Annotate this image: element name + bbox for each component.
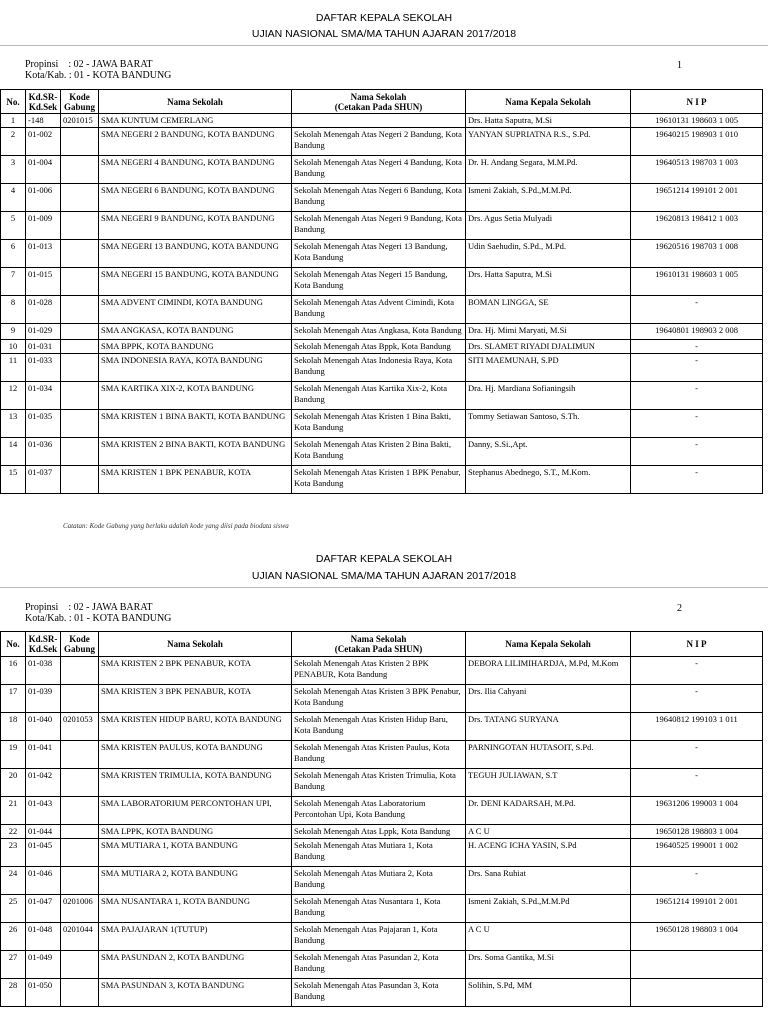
cell-kd-sek: 01-049	[26, 951, 61, 979]
table-row	[1, 895, 763, 923]
table-row	[1, 382, 763, 410]
cell-row-number: 20	[1, 769, 26, 797]
cell-nama-sekolah: SMA PAJAJARAN 1(TUTUP)	[99, 923, 292, 951]
cell-kode-gabung	[61, 156, 99, 184]
header-kd-sek: Kd.SR-Kd.Sek	[26, 632, 61, 657]
principal-table-page-1	[0, 89, 763, 494]
header-nama-sekolah: Nama Sekolah	[99, 90, 292, 114]
header-no: No.	[1, 90, 26, 114]
page-number: 1	[677, 60, 682, 71]
cell-nama-cetakan: Sekolah Menengah Atas Bppk, Kota Bandung	[292, 340, 466, 354]
cell-kepala-sekolah: YANYAN SUPRIATNA R.S., S.Pd.	[466, 128, 631, 156]
cell-nip: 19640215 198903 1 010	[631, 128, 763, 156]
table-row	[1, 240, 763, 268]
document-subtitle-page-2: UJIAN NASIONAL SMA/MA TAHUN AJARAN 2017/2018	[251, 570, 517, 582]
divider	[0, 45, 768, 46]
cell-row-number: 1	[1, 114, 26, 128]
cell-kepala-sekolah: Drs. Soma Gantika, M.Si	[466, 951, 631, 979]
cell-kode-gabung	[61, 382, 99, 410]
cell-kode-gabung: 0201015	[61, 114, 99, 128]
cell-kode-gabung	[61, 212, 99, 240]
document-subtitle: UJIAN NASIONAL SMA/MA TAHUN AJARAN 2017/2018	[251, 28, 517, 40]
cell-nip: -	[631, 466, 763, 494]
cell-nip: -	[631, 438, 763, 466]
cell-nama-sekolah: SMA BPPK, KOTA BANDUNG	[99, 340, 292, 354]
header-kd-sek: Kd.SR-Kd.Sek	[26, 90, 61, 114]
table-row	[1, 839, 763, 867]
cell-kd-sek: 01-041	[26, 741, 61, 769]
cell-row-number: 14	[1, 438, 26, 466]
cell-kd-sek: 01-047	[26, 895, 61, 923]
cell-nip: 19640513 198703 1 003	[631, 156, 763, 184]
cell-nama-cetakan: Sekolah Menengah Atas Kristen Hidup Baru, Kota Bandung	[292, 713, 466, 741]
cell-nama-sekolah: SMA KRISTEN 1 BINA BAKTI, KOTA BANDUNG	[99, 410, 292, 438]
cell-nama-cetakan: Sekolah Menengah Atas Pajajaran 1, Kota Bandung	[292, 923, 466, 951]
cell-nama-cetakan: Sekolah Menengah Atas Laboratorium Percontohan Upi, Kota Bandung	[292, 797, 466, 825]
cell-kode-gabung	[61, 296, 99, 324]
table-row	[1, 438, 763, 466]
cell-kode-gabung	[61, 867, 99, 895]
cell-kd-sek: 01-036	[26, 438, 61, 466]
cell-kepala-sekolah: H. ACENG ICHA YASIN, S.Pd	[466, 839, 631, 867]
cell-nama-sekolah: SMA LABORATORIUM PERCONTOHAN UPI,	[99, 797, 292, 825]
cell-nama-cetakan: Sekolah Menengah Atas Angkasa, Kota Bandung	[292, 324, 466, 340]
cell-nama-sekolah: SMA PASUNDAN 2, KOTA BANDUNG	[99, 951, 292, 979]
cell-kd-sek: 01-037	[26, 466, 61, 494]
cell-row-number: 19	[1, 741, 26, 769]
cell-kepala-sekolah: Dra. Hj. Mimi Maryati, M.Si	[466, 324, 631, 340]
cell-nama-sekolah: SMA KRISTEN 3 BPK PENABUR, KOTA	[99, 685, 292, 713]
cell-nama-cetakan: Sekolah Menengah Atas Mutiara 1, Kota Bandung	[292, 839, 466, 867]
cell-nama-cetakan: Sekolah Menengah Atas Negeri 15 Bandung, Kota Bandung	[292, 268, 466, 296]
cell-nama-cetakan: Sekolah Menengah Atas Indonesia Raya, Kota Bandung	[292, 354, 466, 382]
cell-kd-sek: 01-044	[26, 825, 61, 839]
table-row	[1, 410, 763, 438]
cell-nip: 19620516 198703 1 008	[631, 240, 763, 268]
header-kepala-sekolah: Nama Kepala Sekolah	[466, 632, 631, 657]
cell-nama-cetakan: Sekolah Menengah Atas Advent Cimindi, Kota Bandung	[292, 296, 466, 324]
cell-kode-gabung	[61, 797, 99, 825]
cell-nama-cetakan: Sekolah Menengah Atas Kristen 1 BPK Penabur, Kota Bandung	[292, 466, 466, 494]
cell-kd-sek: 01-034	[26, 382, 61, 410]
cell-kepala-sekolah: Dra. Hj. Mardiana Sofianingsih	[466, 382, 631, 410]
cell-nip: -	[631, 340, 763, 354]
header-no: No.	[1, 632, 26, 657]
table-row	[1, 657, 763, 685]
cell-kd-sek: 01-038	[26, 657, 61, 685]
cell-row-number: 18	[1, 713, 26, 741]
cell-kode-gabung	[61, 128, 99, 156]
cell-row-number: 2	[1, 128, 26, 156]
cell-nama-cetakan: Sekolah Menengah Atas Kristen 2 Bina Bakti, Kota Bandung	[292, 438, 466, 466]
cell-nama-sekolah: SMA ADVENT CIMINDI, KOTA BANDUNG	[99, 296, 292, 324]
cell-nip: 19610131 198603 1 005	[631, 268, 763, 296]
cell-row-number: 12	[1, 382, 26, 410]
cell-kode-gabung	[61, 268, 99, 296]
cell-kode-gabung: 0201053	[61, 713, 99, 741]
cell-nama-sekolah: SMA INDONESIA RAYA, KOTA BANDUNG	[99, 354, 292, 382]
cell-kd-sek: -148	[26, 114, 61, 128]
cell-nama-sekolah: SMA NEGERI 15 BANDUNG, KOTA BANDUNG	[99, 268, 292, 296]
cell-row-number: 15	[1, 466, 26, 494]
table-row	[1, 685, 763, 713]
cell-row-number: 3	[1, 156, 26, 184]
table-row	[1, 979, 763, 1007]
principal-table-page-2	[0, 631, 763, 1007]
cell-nip: -	[631, 296, 763, 324]
cell-kd-sek: 01-004	[26, 156, 61, 184]
cell-kode-gabung	[61, 839, 99, 867]
cell-nama-sekolah: SMA NUSANTARA 1, KOTA BANDUNG	[99, 895, 292, 923]
cell-nip: -	[631, 382, 763, 410]
cell-kode-gabung	[61, 466, 99, 494]
cell-row-number: 7	[1, 268, 26, 296]
cell-kd-sek: 01-031	[26, 340, 61, 354]
table-row	[1, 867, 763, 895]
cell-row-number: 5	[1, 212, 26, 240]
cell-kepala-sekolah: Drs. Sana Ruhiat	[466, 867, 631, 895]
cell-nama-cetakan: Sekolah Menengah Atas Kartika Xix-2, Kota Bandung	[292, 382, 466, 410]
cell-kepala-sekolah: A C U	[466, 825, 631, 839]
cell-kepala-sekolah: Tommy Setiawan Santoso, S.Th.	[466, 410, 631, 438]
cell-kd-sek: 01-029	[26, 324, 61, 340]
cell-nip: 19651214 199101 2 001	[631, 895, 763, 923]
cell-nip: 19620813 198412 1 003	[631, 212, 763, 240]
cell-nama-cetakan: Sekolah Menengah Atas Kristen 2 BPK PENABUR, Kota Bandung	[292, 657, 466, 685]
header-nama-cetakan-line2: (Cetakan Pada SHUN)	[334, 644, 423, 654]
cell-kode-gabung	[61, 438, 99, 466]
cell-kepala-sekolah: Ismeni Zakiah, S.Pd.,M.M.Pd.	[466, 184, 631, 212]
cell-nama-cetakan: Sekolah Menengah Atas Negeri 4 Bandung, Kota Bandung	[292, 156, 466, 184]
cell-nama-sekolah: SMA KRISTEN 2 BINA BAKTI, KOTA BANDUNG	[99, 438, 292, 466]
cell-row-number: 21	[1, 797, 26, 825]
cell-row-number: 23	[1, 839, 26, 867]
cell-nama-sekolah: SMA MUTIARA 2, KOTA BANDUNG	[99, 867, 292, 895]
cell-nama-cetakan: Sekolah Menengah Atas Lppk, Kota Bandung	[292, 825, 466, 839]
table-row	[1, 340, 763, 354]
cell-kd-sek: 01-042	[26, 769, 61, 797]
table-row	[1, 797, 763, 825]
cell-kode-gabung	[61, 340, 99, 354]
table-row	[1, 324, 763, 340]
cell-nama-cetakan: Sekolah Menengah Atas Nusantara 1, Kota Bandung	[292, 895, 466, 923]
cell-kd-sek: 01-043	[26, 797, 61, 825]
cell-kepala-sekolah: PARNINGOTAN HUTASOIT, S.Pd.	[466, 741, 631, 769]
cell-nip	[631, 951, 763, 979]
cell-row-number: 22	[1, 825, 26, 839]
cell-kd-sek: 01-009	[26, 212, 61, 240]
table-row	[1, 114, 763, 128]
header-nip: N I P	[631, 90, 763, 114]
cell-nip: 19650128 198803 1 004	[631, 923, 763, 951]
cell-kode-gabung	[61, 410, 99, 438]
cell-kd-sek: 01-002	[26, 128, 61, 156]
cell-nama-sekolah: SMA NEGERI 13 BANDUNG, KOTA BANDUNG	[99, 240, 292, 268]
cell-nip	[631, 979, 763, 1007]
table-row	[1, 825, 763, 839]
cell-kepala-sekolah: TEGUH JULIAWAN, S.T	[466, 769, 631, 797]
cell-nama-sekolah: SMA NEGERI 6 BANDUNG, KOTA BANDUNG	[99, 184, 292, 212]
cell-kode-gabung	[61, 324, 99, 340]
cell-nama-cetakan: Sekolah Menengah Atas Kristen 3 BPK Penabur, Kota Bandung	[292, 685, 466, 713]
table-row	[1, 741, 763, 769]
cell-nama-sekolah: SMA KRISTEN PAULUS, KOTA BANDUNG	[99, 741, 292, 769]
cell-nip: 19651214 199101 2 001	[631, 184, 763, 212]
cell-kode-gabung	[61, 979, 99, 1007]
cell-kd-sek: 01-015	[26, 268, 61, 296]
cell-nama-cetakan: Sekolah Menengah Atas Mutiara 2, Kota Bandung	[292, 867, 466, 895]
cell-kd-sek: 01-006	[26, 184, 61, 212]
cell-nama-cetakan: Sekolah Menengah Atas Kristen 1 Bina Bakti, Kota Bandung	[292, 410, 466, 438]
cell-nama-sekolah: SMA MUTIARA 1, KOTA BANDUNG	[99, 839, 292, 867]
cell-nip: -	[631, 741, 763, 769]
cell-nama-sekolah: SMA PASUNDAN 3, KOTA BANDUNG	[99, 979, 292, 1007]
table-row	[1, 923, 763, 951]
cell-row-number: 6	[1, 240, 26, 268]
cell-kepala-sekolah: Udin Saehudin, S.Pd., M.Pd.	[466, 240, 631, 268]
cell-row-number: 26	[1, 923, 26, 951]
cell-kd-sek: 01-035	[26, 410, 61, 438]
cell-row-number: 13	[1, 410, 26, 438]
cell-nama-sekolah: SMA KUNTUM CEMERLANG	[99, 114, 292, 128]
kota-label-page-2: Kota/Kab. : 01 - KOTA BANDUNG	[25, 613, 172, 624]
table-row	[1, 156, 763, 184]
cell-kepala-sekolah: Dr. DENI KADARSAH, M.Pd.	[466, 797, 631, 825]
cell-nama-cetakan: Sekolah Menengah Atas Negeri 6 Bandung, Kota Bandung	[292, 184, 466, 212]
cell-kode-gabung	[61, 741, 99, 769]
header-kode-gabung: Kode Gabung	[61, 632, 99, 657]
table-row	[1, 951, 763, 979]
propinsi-label-page-2: Propinsi : 02 - JAWA BARAT	[25, 602, 153, 613]
cell-kd-sek: 01-033	[26, 354, 61, 382]
table-row	[1, 713, 763, 741]
cell-nip: 19650128 198803 1 004	[631, 825, 763, 839]
cell-nama-sekolah: SMA NEGERI 4 BANDUNG, KOTA BANDUNG	[99, 156, 292, 184]
cell-nama-sekolah: SMA KRISTEN 1 BPK PENABUR, KOTA	[99, 466, 292, 494]
cell-kd-sek: 01-048	[26, 923, 61, 951]
cell-kd-sek: 01-046	[26, 867, 61, 895]
cell-kode-gabung	[61, 951, 99, 979]
cell-nama-cetakan: Sekolah Menengah Atas Pasundan 2, Kota Bandung	[292, 951, 466, 979]
document-title: DAFTAR KEPALA SEKOLAH	[315, 12, 453, 24]
cell-nama-sekolah: SMA NEGERI 9 BANDUNG, KOTA BANDUNG	[99, 212, 292, 240]
divider-page-2	[0, 587, 768, 588]
cell-kode-gabung	[61, 769, 99, 797]
propinsi-label: Propinsi : 02 - JAWA BARAT	[25, 59, 153, 70]
cell-row-number: 16	[1, 657, 26, 685]
cell-kode-gabung: 0201006	[61, 895, 99, 923]
cell-kepala-sekolah: Drs. SLAMET RIYADI DJALIMUN	[466, 340, 631, 354]
cell-kepala-sekolah: Drs. Ilia Cahyani	[466, 685, 631, 713]
header-nama-cetakan-line1: Nama Sekolah	[350, 91, 407, 102]
cell-kepala-sekolah: Ismeni Zakiah, S.Pd.,M.M.Pd	[466, 895, 631, 923]
cell-nama-sekolah: SMA ANGKASA, KOTA BANDUNG	[99, 324, 292, 340]
document-title-page-2: DAFTAR KEPALA SEKOLAH	[315, 553, 453, 565]
cell-nip: 19631206 199003 1 004	[631, 797, 763, 825]
cell-nama-cetakan: Sekolah Menengah Atas Kristen Trimulia, Kota Bandung	[292, 769, 466, 797]
cell-kode-gabung	[61, 657, 99, 685]
cell-row-number: 9	[1, 324, 26, 340]
cell-kd-sek: 01-028	[26, 296, 61, 324]
cell-nama-sekolah: SMA KARTIKA XIX-2, KOTA BANDUNG	[99, 382, 292, 410]
cell-kode-gabung	[61, 184, 99, 212]
cell-kepala-sekolah: Drs. TATANG SURYANA	[466, 713, 631, 741]
cell-row-number: 4	[1, 184, 26, 212]
cell-nip: 19610131 198603 1 005	[631, 114, 763, 128]
cell-kd-sek: 01-045	[26, 839, 61, 867]
cell-kd-sek: 01-013	[26, 240, 61, 268]
cell-nama-cetakan	[292, 114, 466, 128]
cell-kepala-sekolah: DEBORA LILIMIHARDJA, M.Pd, M.Kom	[466, 657, 631, 685]
cell-row-number: 10	[1, 340, 26, 354]
cell-nip: -	[631, 685, 763, 713]
footnote: Catatan: Kode Gabung yang berlaku adalah kode yang diisi pada biodata siswa	[63, 522, 289, 530]
cell-row-number: 17	[1, 685, 26, 713]
cell-kd-sek: 01-039	[26, 685, 61, 713]
cell-nama-cetakan: Sekolah Menengah Atas Pasundan 3, Kota Bandung	[292, 979, 466, 1007]
cell-kepala-sekolah: Solihin, S.Pd, MM	[466, 979, 631, 1007]
cell-nama-cetakan: Sekolah Menengah Atas Negeri 9 Bandung, Kota Bandung	[292, 212, 466, 240]
cell-kode-gabung	[61, 354, 99, 382]
cell-kd-sek: 01-040	[26, 713, 61, 741]
cell-nama-sekolah: SMA KRISTEN 2 BPK PENABUR, KOTA	[99, 657, 292, 685]
cell-kode-gabung: 0201044	[61, 923, 99, 951]
cell-nama-sekolah: SMA KRISTEN HIDUP BARU, KOTA BANDUNG	[99, 713, 292, 741]
cell-kepala-sekolah: A C U	[466, 923, 631, 951]
cell-nip: 19640801 198903 2 008	[631, 324, 763, 340]
cell-nip: -	[631, 354, 763, 382]
cell-nip: -	[631, 657, 763, 685]
cell-nip: -	[631, 410, 763, 438]
cell-kode-gabung	[61, 685, 99, 713]
cell-kode-gabung	[61, 240, 99, 268]
cell-nama-cetakan: Sekolah Menengah Atas Negeri 13 Bandung, Kota Bandung	[292, 240, 466, 268]
header-nip: N I P	[631, 632, 763, 657]
cell-kepala-sekolah: Danny, S.Si.,Apt.	[466, 438, 631, 466]
header-nama-cetakan-line2: (Cetakan Pada SHUN)	[334, 101, 423, 112]
cell-nama-cetakan: Sekolah Menengah Atas Kristen Paulus, Kota Bandung	[292, 741, 466, 769]
header-nama-cetakan-line1: Nama Sekolah	[350, 634, 407, 644]
cell-row-number: 28	[1, 979, 26, 1007]
cell-nama-sekolah: SMA LPPK, KOTA BANDUNG	[99, 825, 292, 839]
header-kode-gabung: Kode Gabung	[61, 90, 99, 114]
cell-kepala-sekolah: Dr. H. Andang Segara, M.M.Pd.	[466, 156, 631, 184]
cell-kepala-sekolah: Drs. Hatta Saputra, M.Si	[466, 268, 631, 296]
table-row	[1, 296, 763, 324]
table-row	[1, 354, 763, 382]
cell-row-number: 27	[1, 951, 26, 979]
header-nama-cetakan	[292, 90, 466, 114]
cell-nip: 19640525 199001 1 002	[631, 839, 763, 867]
cell-kepala-sekolah: Drs. Agus Setia Mulyadi	[466, 212, 631, 240]
cell-kd-sek: 01-050	[26, 979, 61, 1007]
cell-row-number: 24	[1, 867, 26, 895]
cell-nip: 19640812 199103 1 011	[631, 713, 763, 741]
header-nama-sekolah: Nama Sekolah	[99, 632, 292, 657]
table-row	[1, 466, 763, 494]
table-row	[1, 128, 763, 156]
cell-nip: -	[631, 769, 763, 797]
cell-kepala-sekolah: BOMAN LINGGA, SE	[466, 296, 631, 324]
cell-nama-cetakan: Sekolah Menengah Atas Negeri 2 Bandung, Kota Bandung	[292, 128, 466, 156]
cell-kepala-sekolah: Stephanus Abednego, S.T., M.Kom.	[466, 466, 631, 494]
table-row	[1, 184, 763, 212]
cell-nip: -	[631, 867, 763, 895]
cell-kepala-sekolah: Drs. Hatta Saputra, M.Si	[466, 114, 631, 128]
page-number-page-2: 2	[677, 603, 682, 614]
table-row	[1, 769, 763, 797]
cell-row-number: 25	[1, 895, 26, 923]
kota-label: Kota/Kab. : 01 - KOTA BANDUNG	[25, 70, 172, 81]
cell-kepala-sekolah: SITI MAEMUNAH, S.PD	[466, 354, 631, 382]
cell-nama-sekolah: SMA KRISTEN TRIMULIA, KOTA BANDUNG	[99, 769, 292, 797]
cell-row-number: 11	[1, 354, 26, 382]
table-row	[1, 268, 763, 296]
cell-nama-sekolah: SMA NEGERI 2 BANDUNG, KOTA BANDUNG	[99, 128, 292, 156]
table-row	[1, 212, 763, 240]
cell-row-number: 8	[1, 296, 26, 324]
header-kepala-sekolah: Nama Kepala Sekolah	[466, 90, 631, 114]
header-nama-cetakan	[292, 632, 466, 657]
cell-kode-gabung	[61, 825, 99, 839]
